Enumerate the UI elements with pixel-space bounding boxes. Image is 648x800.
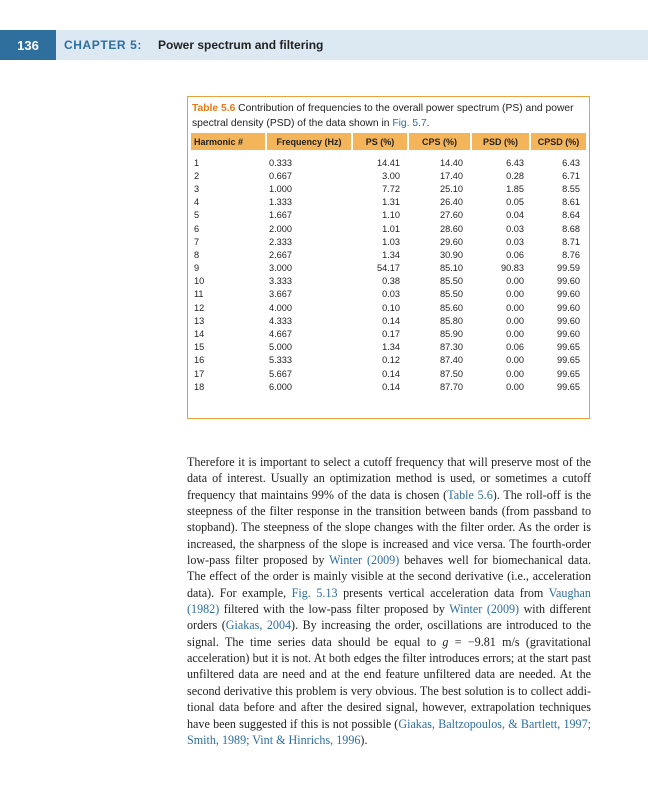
table-cell: 99.60 — [557, 329, 580, 340]
table-row — [191, 275, 586, 288]
table-cell: 0.00 — [506, 276, 524, 287]
table-cell: 18 — [194, 381, 205, 392]
table-cell: 3.000 — [269, 263, 292, 274]
table-cell: 2.667 — [269, 249, 292, 260]
table-row — [191, 182, 586, 195]
table-cell: 99.60 — [557, 302, 580, 313]
table-cell: 29.60 — [440, 236, 463, 247]
table-cell: 3.333 — [269, 276, 292, 287]
table-row — [191, 301, 586, 314]
table-cell: 0.00 — [506, 329, 524, 340]
table-cell: 0.333 — [269, 157, 292, 168]
table-cell: 85.50 — [440, 276, 463, 287]
table-cell: 16 — [194, 355, 205, 366]
table-cell: 17 — [194, 368, 205, 379]
table-cell: 87.70 — [440, 381, 463, 392]
table-cell: 0.00 — [506, 289, 524, 300]
table-cell: 2.333 — [269, 236, 292, 247]
table-cell: 8.55 — [562, 183, 580, 194]
table-row — [191, 209, 586, 222]
table-cell: 87.30 — [440, 342, 463, 353]
table-header-row — [191, 133, 586, 150]
table-cell: 2.000 — [269, 223, 292, 234]
table-cell: 11 — [194, 289, 204, 300]
table-cell: 1.333 — [269, 197, 292, 208]
table-caption — [188, 97, 589, 133]
table-cell: 6.43 — [562, 157, 580, 168]
body-text-run: with different orders ( — [187, 602, 591, 633]
table-cell: 0.06 — [506, 249, 524, 260]
table-cell: 0.00 — [506, 381, 524, 392]
table-caption-text: Contribution of frequencies to the overall power spectrum (PS) and power spectral density (PSD) of the data shown in — [192, 103, 574, 129]
column-header: Harmonic # — [191, 133, 266, 150]
table-row — [191, 262, 586, 275]
table-cell: 0.00 — [506, 302, 524, 313]
table-body — [191, 150, 586, 393]
table-cell: 4 — [194, 197, 200, 208]
table-cell: 0.00 — [506, 355, 524, 366]
table-cell: 0.00 — [506, 368, 524, 379]
table-cell: 4.333 — [269, 315, 292, 326]
table-cell: 5.000 — [269, 342, 292, 353]
table-cell: 99.65 — [557, 368, 580, 379]
table-cell: 99.65 — [557, 355, 580, 366]
table-row — [191, 150, 586, 169]
table-cell: 85.60 — [440, 302, 463, 313]
table-cell: 1.10 — [382, 210, 400, 221]
table-cell: 85.90 — [440, 329, 463, 340]
table-cell: 6 — [194, 223, 200, 234]
table-cell: 99.60 — [557, 315, 580, 326]
data-table — [191, 133, 586, 393]
table-cell: 0.12 — [382, 355, 400, 366]
table-cell: 1.667 — [269, 210, 292, 221]
table-cell: 1.01 — [382, 223, 400, 234]
table-cell: 1.34 — [382, 249, 400, 260]
table-caption-label: Table 5.6 — [192, 103, 236, 114]
body-text-run: Therefore it is important to select a cutoff frequency that will preserve most of the data of interest. Usually an optimization method is used, or sometimes a cutoff frequency that maintains 99% of the data is chosen ( — [187, 455, 591, 502]
table-cell: 0.17 — [382, 329, 400, 340]
table-row — [191, 288, 586, 301]
table-cell: 2 — [194, 170, 200, 181]
table-cell: 90.83 — [501, 263, 524, 274]
table-row — [191, 248, 586, 261]
table-cell: 8.76 — [562, 249, 580, 260]
table-cell: 7.72 — [382, 183, 400, 194]
table-cell: 17.40 — [440, 170, 463, 181]
table-cell: 85.80 — [440, 315, 463, 326]
table-cell: 5.667 — [269, 368, 292, 379]
table-cell: 5 — [194, 210, 200, 221]
citation-link[interactable]: Winter (2009) — [329, 553, 400, 568]
table-cell: 27.60 — [440, 210, 463, 221]
math-variable: g — [442, 634, 449, 649]
figure-reference-link[interactable]: Fig. 5.7 — [392, 118, 427, 129]
table-cell: 6.43 — [506, 157, 524, 168]
table-cell: 8.61 — [562, 197, 580, 208]
table-cell: 6.71 — [562, 170, 580, 181]
table-cell: 10 — [194, 276, 205, 287]
table-cell: 8.71 — [562, 236, 580, 247]
table-cell: 4.000 — [269, 302, 292, 313]
table-cell: 0.06 — [506, 342, 524, 353]
body-text-run: ). The roll-off is the steepness of the filter response in the transition between bands (from passband to stopband). The steepness of the slope changes with the filter order. As the order is increased, the sharpness of the slope is increased and vice versa. The fourth-order low-pass filter proposed by — [187, 487, 592, 568]
column-header: CPS (%) — [408, 133, 471, 150]
table-cell: 87.40 — [440, 355, 463, 366]
column-header: CPSD (%) — [530, 133, 586, 150]
table-cell: 99.60 — [557, 276, 580, 287]
table-cell: 99.59 — [557, 263, 580, 274]
table-cell: 0.05 — [506, 197, 524, 208]
table-cell: 1.31 — [382, 197, 400, 208]
table-cell: 0.03 — [506, 236, 524, 247]
table-cell: 0.03 — [382, 289, 400, 300]
body-text-run: presents vertical acceleration data from — [337, 585, 549, 600]
table-cell: 30.90 — [440, 249, 463, 260]
table-cell: 0.14 — [382, 381, 400, 392]
table-cell: 1.000 — [269, 183, 292, 194]
table-cell: 0.667 — [269, 170, 292, 181]
citation-link[interactable]: Winter (2009) — [449, 602, 520, 617]
chapter-title: Power spectrum and filtering — [158, 38, 324, 52]
table-cell: 12 — [194, 302, 205, 313]
table-cell: 3.00 — [382, 170, 400, 181]
table-cell: 0.14 — [382, 368, 400, 379]
table-cell: 0.38 — [382, 276, 400, 287]
table-cell: 15 — [194, 342, 205, 353]
table-cell: 14.41 — [377, 157, 400, 168]
table-cell: 14 — [194, 329, 205, 340]
table-cell: 28.60 — [440, 223, 463, 234]
table-cell: 14.40 — [440, 157, 463, 168]
table-cell: 1.34 — [382, 342, 400, 353]
table-row — [191, 169, 586, 182]
citation-link[interactable]: Vaughan (1982) — [187, 585, 591, 617]
table-row — [191, 314, 586, 327]
table-row — [191, 341, 586, 354]
table-row — [191, 354, 586, 367]
table-row — [191, 367, 586, 380]
column-header: PSD (%) — [471, 133, 530, 150]
table-5-6 — [187, 96, 590, 419]
table-cell: 26.40 — [440, 197, 463, 208]
table-cell: 0.28 — [506, 170, 524, 181]
body-text-run: filtered with the low-pass filter proposed by — [219, 602, 450, 617]
table-row — [191, 196, 586, 209]
table-cell: 0.00 — [506, 315, 524, 326]
table-cell: 6.000 — [269, 381, 292, 392]
table-cell: 4.667 — [269, 329, 292, 340]
table-cell: 8.64 — [562, 210, 580, 221]
table-cell: 85.50 — [440, 289, 463, 300]
body-text-run: = −9.81 m/s (gravitational acceleration) but it is not. At both edges the filter introduces errors; at the start past unfiltered data are need and at the end feature unfiltered data are needed. At the second derivative this problem is very obvious. The best solution is to collect additional data before and after the desired signal, however, extrapolation techniques have been suggested if this is not possible ( — [187, 634, 591, 731]
table-cell: 0.04 — [506, 210, 524, 221]
table-cell: 0.10 — [382, 302, 400, 313]
page-number: 136 — [0, 30, 56, 60]
citation-link[interactable]: Giakas, 2004 — [225, 618, 292, 633]
table-cell: 25.10 — [440, 183, 463, 194]
body-text-run: ). By increasing the order, oscillations are introduced to the signal. The time series data should be equal to — [187, 618, 591, 649]
table-caption-end: . — [426, 118, 430, 129]
body-text-run: behaves well for biomechanical data. The effect of the order is mainly visible at the second derivative (i.e., acceleration data). For example, — [187, 553, 592, 600]
table-cell: 8.68 — [562, 223, 580, 234]
table-row — [191, 235, 586, 248]
chapter-label: CHAPTER 5: — [64, 38, 143, 52]
table-cell: 99.65 — [557, 381, 580, 392]
table-row — [191, 222, 586, 235]
column-header: PS (%) — [352, 133, 408, 150]
table-cell: 85.10 — [440, 263, 463, 274]
table-cell: 99.65 — [557, 342, 580, 353]
table-cell: 8 — [194, 249, 200, 260]
table-cell: 1 — [194, 157, 200, 168]
table-cell: 7 — [194, 236, 200, 247]
table-cell: 13 — [194, 315, 205, 326]
table-cell: 0.03 — [506, 223, 524, 234]
table-row — [191, 327, 586, 340]
table-cell: 99.60 — [557, 289, 580, 300]
table-cell: 87.50 — [440, 368, 463, 379]
citation-link[interactable]: Table 5.6 — [447, 487, 493, 502]
table-cell: 0.14 — [382, 315, 400, 326]
table-cell: 3 — [194, 183, 200, 194]
table-cell: 5.333 — [269, 355, 292, 366]
citation-link[interactable]: Fig. 5.13 — [291, 585, 338, 600]
table-cell: 1.85 — [506, 183, 524, 194]
table-cell: 54.17 — [377, 263, 400, 274]
table-cell: 1.03 — [382, 236, 400, 247]
citation-link[interactable]: Giakas, Baltzopoulos, & Bartlett, 1997; Smith, 1989; Vint & Hinrichs, 1996 — [187, 716, 592, 747]
table-row — [191, 380, 586, 393]
table-cell: 9 — [194, 263, 200, 274]
body-text-run: ). — [360, 732, 368, 747]
body-paragraph — [187, 454, 591, 748]
table-cell: 3.667 — [269, 289, 292, 300]
column-header: Frequency (Hz) — [266, 133, 352, 150]
running-header — [0, 30, 648, 60]
